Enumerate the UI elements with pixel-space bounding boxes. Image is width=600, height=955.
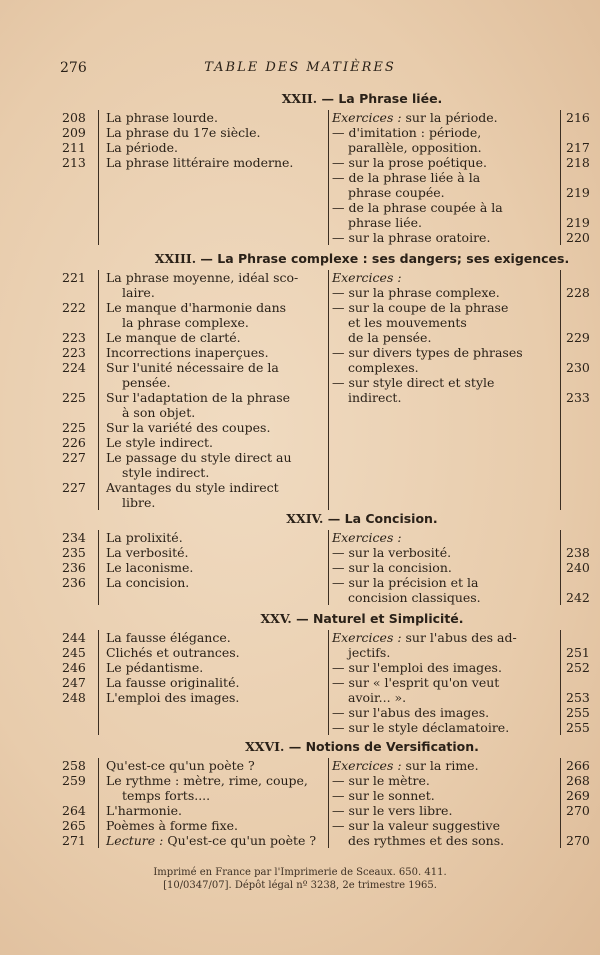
left-entry: à son objet. (122, 405, 196, 420)
column-rule (98, 530, 99, 605)
right-entry: — sur la coupe de la phrase (332, 300, 509, 315)
left-page-number: 247 (62, 675, 86, 690)
column-rule (98, 110, 99, 245)
right-entry: — sur la prose poétique. (332, 155, 487, 170)
right-entry: phrase coupée. (348, 185, 445, 200)
left-entry: La prolixité. (106, 530, 183, 545)
toc-section (62, 90, 598, 243)
section-title (126, 510, 598, 528)
right-page-number: 255 (566, 720, 590, 735)
column-rule (560, 270, 561, 510)
right-page-number: 268 (566, 773, 590, 788)
right-entry: — sur l'abus des images. (332, 705, 490, 720)
left-page-number: 225 (62, 420, 86, 435)
left-page-number: 223 (62, 345, 86, 360)
left-page-number: 265 (62, 818, 86, 833)
running-title: TABLE DES MATIÈRES (204, 60, 396, 75)
left-entry: Le manque d'harmonie dans (106, 300, 287, 315)
right-entry: Exercices : (332, 270, 402, 285)
right-page-number: 255 (566, 705, 590, 720)
right-entry: des rythmes et des sons. (348, 833, 505, 848)
right-entry: — sur le mètre. (332, 773, 430, 788)
right-entry: — sur le style déclamatoire. (332, 720, 510, 735)
right-page-number: 270 (566, 803, 590, 818)
column-rule (560, 530, 561, 605)
left-entry: La période. (106, 140, 178, 155)
left-entry: La phrase littéraire moderne. (106, 155, 294, 170)
left-entry: L'emploi des images. (106, 690, 240, 705)
right-entry: Exercices : sur la rime. (332, 758, 479, 773)
column-rule (560, 110, 561, 245)
right-entry: phrase liée. (348, 215, 423, 230)
left-page-number: 223 (62, 330, 86, 345)
right-page-number: 230 (566, 360, 590, 375)
left-entry: style indirect. (122, 465, 210, 480)
section-numeral: XXII. (281, 91, 322, 106)
left-entry: Le laconisme. (106, 560, 194, 575)
right-entry: de la pensée. (348, 330, 432, 345)
right-page-number: 218 (566, 155, 590, 170)
right-page-number: 229 (566, 330, 590, 345)
right-page-number: 220 (566, 230, 590, 245)
left-page-number: 236 (62, 560, 86, 575)
left-entry: La fausse élégance. (106, 630, 231, 645)
left-entry: Avantages du style indirect (106, 480, 279, 495)
left-page-number: 234 (62, 530, 86, 545)
left-page-number: 264 (62, 803, 86, 818)
section-numeral: XXV. (260, 611, 297, 626)
column-rule (328, 530, 329, 605)
column-rule (98, 758, 99, 848)
right-entry: Exercices : (332, 530, 402, 545)
left-entry: Le manque de clarté. (106, 330, 241, 345)
left-entry: Poèmes à forme fixe. (106, 818, 239, 833)
left-page-number: 271 (62, 833, 86, 848)
right-page-number: 219 (566, 215, 590, 230)
colophon-line-2: [10/0347/07]. Dépôt légal nº 3238, 2e trimestre 1965. (163, 880, 437, 891)
left-entry: La phrase du 17e siècle. (106, 125, 261, 140)
left-entry: L'harmonie. (106, 803, 183, 818)
right-page-number: 251 (566, 645, 590, 660)
left-entry: La fausse originalité. (106, 675, 240, 690)
right-entry: avoir... ». (348, 690, 407, 705)
right-page-number: 270 (566, 833, 590, 848)
left-entry: Clichés et outrances. (106, 645, 240, 660)
right-entry: concision classiques. (348, 590, 481, 605)
section-heading: — Notions de Versification. (288, 739, 479, 754)
column-rule (328, 270, 329, 510)
section-numeral: XXVI. (245, 739, 289, 754)
right-entry: complexes. (348, 360, 419, 375)
colophon-line-1: Imprimé en France par l'Imprimerie de Sceaux. 650. 411. (153, 867, 447, 878)
left-page-number: 246 (62, 660, 86, 675)
right-entry: Exercices : sur la période. (332, 110, 498, 125)
page-number: 276 (60, 60, 87, 76)
section-numeral: XXIV. (286, 511, 328, 526)
left-page-number: 235 (62, 545, 86, 560)
section-title (126, 90, 598, 108)
left-page-number: 227 (62, 480, 86, 495)
left-entry: temps forts.... (122, 788, 211, 803)
left-page-number: 227 (62, 450, 86, 465)
right-entry: — sur le vers libre. (332, 803, 453, 818)
left-entry: libre. (122, 495, 156, 510)
left-entry: la phrase complexe. (122, 315, 249, 330)
left-entry: Le rythme : mètre, rime, coupe, (106, 773, 308, 788)
left-page-number: 245 (62, 645, 86, 660)
left-page-number: 226 (62, 435, 86, 450)
right-entry: — sur la phrase complexe. (332, 285, 500, 300)
right-entry: parallèle, opposition. (348, 140, 482, 155)
left-entry: Lecture : Qu'est-ce qu'un poète ? (106, 833, 317, 848)
right-entry: — sur « l'esprit qu'on veut (332, 675, 500, 690)
left-entry: laire. (122, 285, 155, 300)
right-entry: — d'imitation : période, (332, 125, 482, 140)
right-entry: — sur la concision. (332, 560, 452, 575)
column-rule (560, 630, 561, 735)
right-page-number: 252 (566, 660, 590, 675)
toc-section (62, 510, 598, 603)
right-entry: — de la phrase coupée à la (332, 200, 503, 215)
left-page-number: 225 (62, 390, 86, 405)
column-rule (328, 630, 329, 735)
left-entry: La concision. (106, 575, 190, 590)
toc-section (62, 738, 598, 846)
left-entry: pensée. (122, 375, 171, 390)
left-page-number: 213 (62, 155, 86, 170)
right-page-number: 219 (566, 185, 590, 200)
right-entry: Exercices : sur l'abus des ad- (332, 630, 517, 645)
left-entry: La verbosité. (106, 545, 189, 560)
left-page-number: 208 (62, 110, 86, 125)
right-page-number: 217 (566, 140, 590, 155)
left-page-number: 222 (62, 300, 86, 315)
right-entry: — sur la verbosité. (332, 545, 452, 560)
left-entry: La phrase lourde. (106, 110, 218, 125)
left-page-number: 224 (62, 360, 86, 375)
right-page-number: 240 (566, 560, 590, 575)
left-page-number: 244 (62, 630, 86, 645)
left-entry: Incorrections inaperçues. (106, 345, 269, 360)
right-page-number: 216 (566, 110, 590, 125)
right-page-number: 253 (566, 690, 590, 705)
left-entry: Sur la variété des coupes. (106, 420, 271, 435)
column-rule (98, 270, 99, 510)
section-heading: — La Concision. (327, 511, 438, 526)
right-page-number: 233 (566, 390, 590, 405)
left-page-number: 248 (62, 690, 86, 705)
column-rule (560, 758, 561, 848)
left-page-number: 211 (62, 140, 86, 155)
left-entry: Sur l'unité nécessaire de la (106, 360, 279, 375)
left-entry: Le pédantisme. (106, 660, 204, 675)
right-page-number: 242 (566, 590, 590, 605)
colophon (0, 866, 600, 892)
left-entry: La phrase moyenne, idéal sco- (106, 270, 299, 285)
toc-section (62, 610, 598, 733)
right-entry: indirect. (348, 390, 402, 405)
left-page-number: 221 (62, 270, 86, 285)
right-entry: — sur la valeur suggestive (332, 818, 500, 833)
column-rule (328, 758, 329, 848)
right-entry: — sur la précision et la (332, 575, 479, 590)
left-entry: Sur l'adaptation de la phrase (106, 390, 291, 405)
left-entry: Le passage du style direct au (106, 450, 292, 465)
section-title (126, 250, 598, 268)
right-page-number: 269 (566, 788, 590, 803)
section-title (126, 610, 598, 628)
left-page-number: 236 (62, 575, 86, 590)
right-entry: — sur style direct et style (332, 375, 495, 390)
right-page-number: 266 (566, 758, 590, 773)
column-rule (328, 110, 329, 245)
left-entry: Le style indirect. (106, 435, 213, 450)
section-title (126, 738, 598, 756)
toc-section (62, 250, 598, 508)
right-entry: — sur l'emploi des images. (332, 660, 502, 675)
left-entry: Qu'est-ce qu'un poète ? (106, 758, 255, 773)
left-page-number: 209 (62, 125, 86, 140)
section-heading: — La Phrase complexe : ses dangers; ses exigences. (200, 251, 570, 266)
right-entry: — sur divers types de phrases (332, 345, 523, 360)
right-entry: — sur la phrase oratoire. (332, 230, 491, 245)
right-page-number: 238 (566, 545, 590, 560)
section-heading: — La Phrase liée. (321, 91, 443, 106)
section-heading: — Naturel et Simplicité. (296, 611, 464, 626)
column-rule (98, 630, 99, 735)
section-numeral: XXIII. (154, 251, 201, 266)
left-page-number: 258 (62, 758, 86, 773)
right-page-number: 228 (566, 285, 590, 300)
right-entry: jectifs. (348, 645, 391, 660)
left-page-number: 259 (62, 773, 86, 788)
right-entry: — de la phrase liée à la (332, 170, 481, 185)
right-entry: — sur le sonnet. (332, 788, 435, 803)
right-entry: et les mouvements (348, 315, 467, 330)
